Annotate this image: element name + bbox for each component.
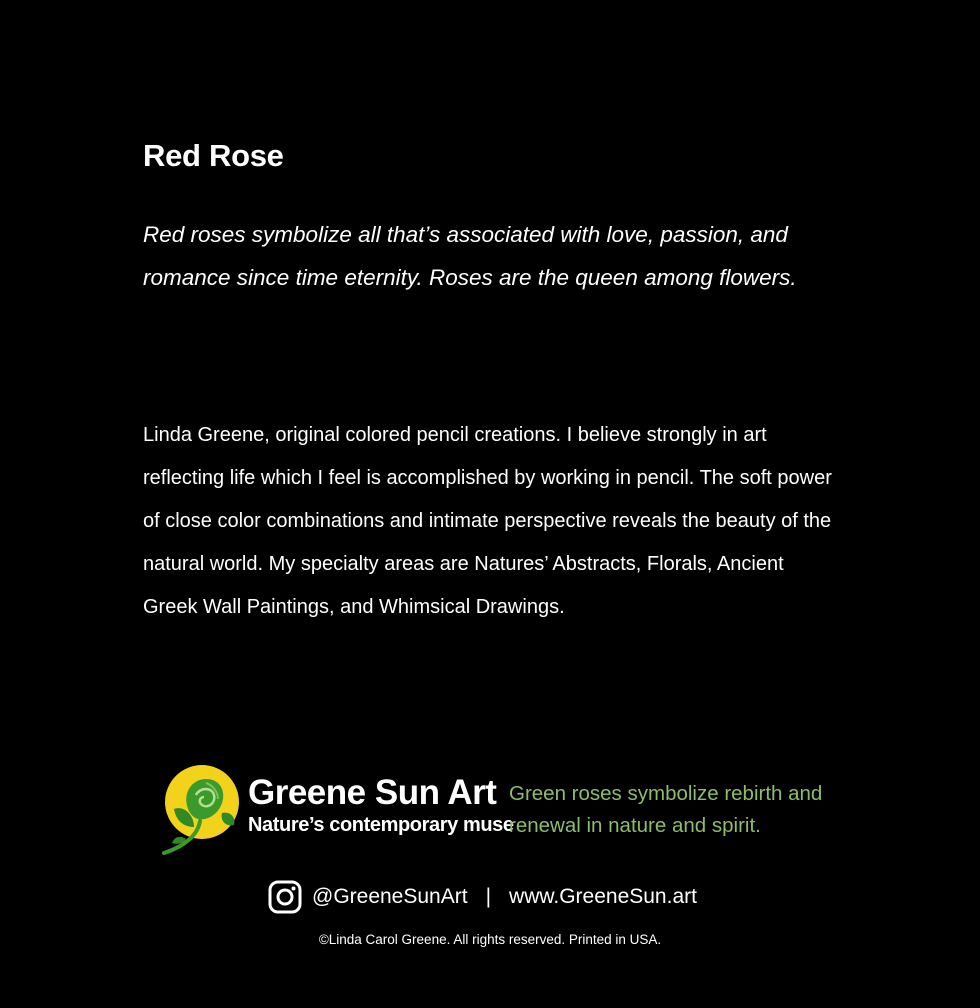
- page-title: Red Rose: [143, 138, 284, 173]
- copyright-notice: ©Linda Carol Greene. All rights reserved. Printed in USA.: [318, 932, 662, 947]
- website-link[interactable]: www.GreeneSun.art: [509, 885, 697, 908]
- brand-tagline: Nature’s contemporary muse: [248, 814, 514, 836]
- instagram-icon: [268, 880, 302, 914]
- social-row: [268, 879, 697, 915]
- green-rose-sun-logo-icon: [160, 765, 244, 857]
- symbolism-text: Red roses symbolize all that’s associated with love, passion, and romance since time eternity. Roses are the queen among flowers.: [143, 222, 797, 290]
- artist-bio: Linda Greene, original colored pencil creations. I believe strongly in art reflecting life which I feel is accomplished by working in pencil. The soft power of close color combinations and intimate perspective reveals the beauty of the natural world. My specialty areas are Natures’ Abstracts, Florals, Ancient Greek Wall Paintings, and Whimsical Drawings.: [143, 424, 832, 618]
- green-roses-note: Green roses symbolize rebirth and renewal in nature and spirit.: [509, 782, 823, 837]
- brand-row: [160, 765, 880, 860]
- brand-name: Greene Sun Art: [248, 773, 497, 812]
- separator: |: [485, 885, 492, 908]
- instagram-handle[interactable]: @GreeneSunArt: [312, 885, 468, 908]
